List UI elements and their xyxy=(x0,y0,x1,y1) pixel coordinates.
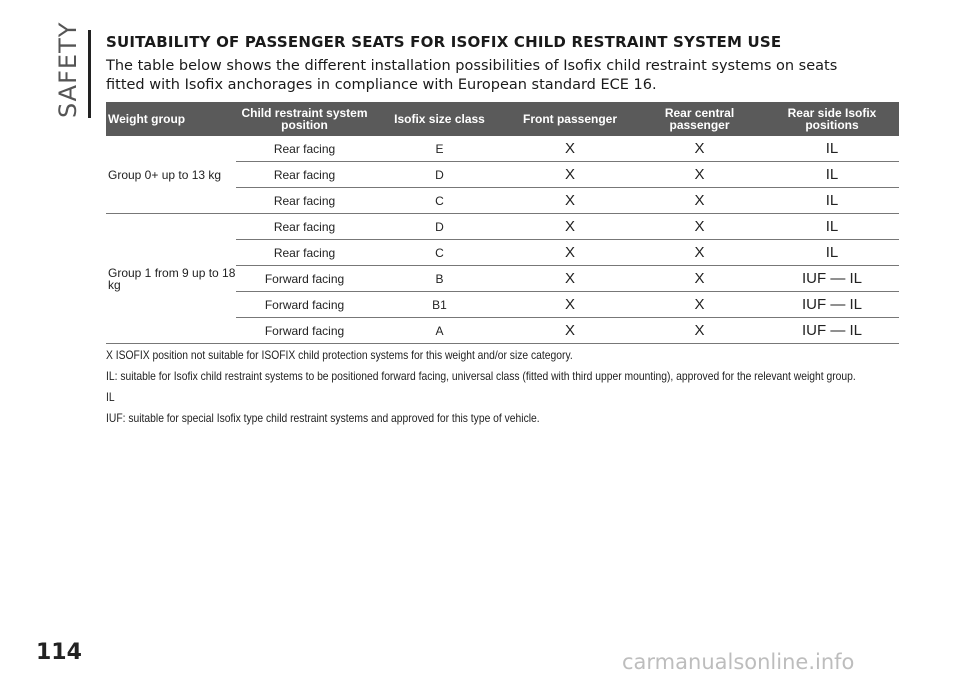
front-cell: X xyxy=(506,292,634,318)
side-cell: IL xyxy=(765,214,899,240)
central-cell: X xyxy=(634,162,765,188)
front-cell: X xyxy=(506,188,634,214)
intro-paragraph: The table below shows the different installation possibilities of Isofix child restraint systems on seats fitted with Isofix anchorages in compliance with European standard ECE 16. xyxy=(106,58,838,93)
table-row xyxy=(106,136,899,162)
size-class-cell: A xyxy=(373,318,506,344)
size-class-cell: E xyxy=(373,136,506,162)
position-cell: Forward facing xyxy=(236,318,373,344)
side-cell: IL xyxy=(765,240,899,266)
weight-group-cell: Group 1 from 9 up to 18 kg xyxy=(106,214,236,344)
front-cell: X xyxy=(506,318,634,344)
size-class-cell: C xyxy=(373,188,506,214)
table-header-row xyxy=(106,102,899,136)
side-cell: IUF — IL xyxy=(765,266,899,292)
legend-il-label: IL xyxy=(106,390,115,404)
side-cell: IL xyxy=(765,188,899,214)
legend-iuf-note: IUF: suitable for special Isofix type child restraint systems and approved for this type of vehicle. xyxy=(106,411,540,425)
size-class-cell: B xyxy=(373,266,506,292)
size-class-cell: D xyxy=(373,162,506,188)
size-class-cell: D xyxy=(373,214,506,240)
header-size-class: Isofix size class xyxy=(373,102,506,136)
front-cell: X xyxy=(506,162,634,188)
legend-x-note: X ISOFIX position not suitable for ISOFIX child protection systems for this weight and/or size category. xyxy=(106,348,573,362)
central-cell: X xyxy=(634,266,765,292)
position-cell: Rear facing xyxy=(236,240,373,266)
central-cell: X xyxy=(634,292,765,318)
position-cell: Rear facing xyxy=(236,136,373,162)
side-cell: IL xyxy=(765,162,899,188)
isofix-table xyxy=(106,102,899,344)
central-cell: X xyxy=(634,214,765,240)
watermark-text: carmanualsonline.info xyxy=(622,650,855,674)
page-number: 114 xyxy=(36,640,82,665)
side-cell: IUF — IL xyxy=(765,292,899,318)
central-cell: X xyxy=(634,318,765,344)
position-cell: Forward facing xyxy=(236,266,373,292)
header-rear-central: Rear central passenger xyxy=(634,102,765,136)
legend-notes xyxy=(106,348,895,432)
table-row xyxy=(106,214,899,240)
header-weight-group: Weight group xyxy=(106,102,236,136)
section-label: SAFETY xyxy=(54,21,82,118)
page-title: SUITABILITY OF PASSENGER SEATS FOR ISOFIX CHILD RESTRAINT SYSTEM USE xyxy=(106,33,782,51)
header-restraint-position: Child restraint system position xyxy=(236,102,373,136)
front-cell: X xyxy=(506,214,634,240)
header-rear-side: Rear side Isofix positions xyxy=(765,102,899,136)
front-cell: X xyxy=(506,240,634,266)
legend-il-note: IL: suitable for Isofix child restraint systems to be positioned forward facing, universal class (fitted with third upper mounting), approved for the relevant weight group. xyxy=(106,369,856,383)
position-cell: Rear facing xyxy=(236,214,373,240)
weight-group-cell: Group 0+ up to 13 kg xyxy=(106,136,236,214)
section-rule xyxy=(88,30,91,118)
position-cell: Rear facing xyxy=(236,188,373,214)
position-cell: Rear facing xyxy=(236,162,373,188)
central-cell: X xyxy=(634,188,765,214)
central-cell: X xyxy=(634,240,765,266)
header-front-passenger: Front passenger xyxy=(506,102,634,136)
front-cell: X xyxy=(506,266,634,292)
central-cell: X xyxy=(634,136,765,162)
size-class-cell: C xyxy=(373,240,506,266)
position-cell: Forward facing xyxy=(236,292,373,318)
side-cell: IL xyxy=(765,136,899,162)
side-cell: IUF — IL xyxy=(765,318,899,344)
front-cell: X xyxy=(506,136,634,162)
size-class-cell: B1 xyxy=(373,292,506,318)
